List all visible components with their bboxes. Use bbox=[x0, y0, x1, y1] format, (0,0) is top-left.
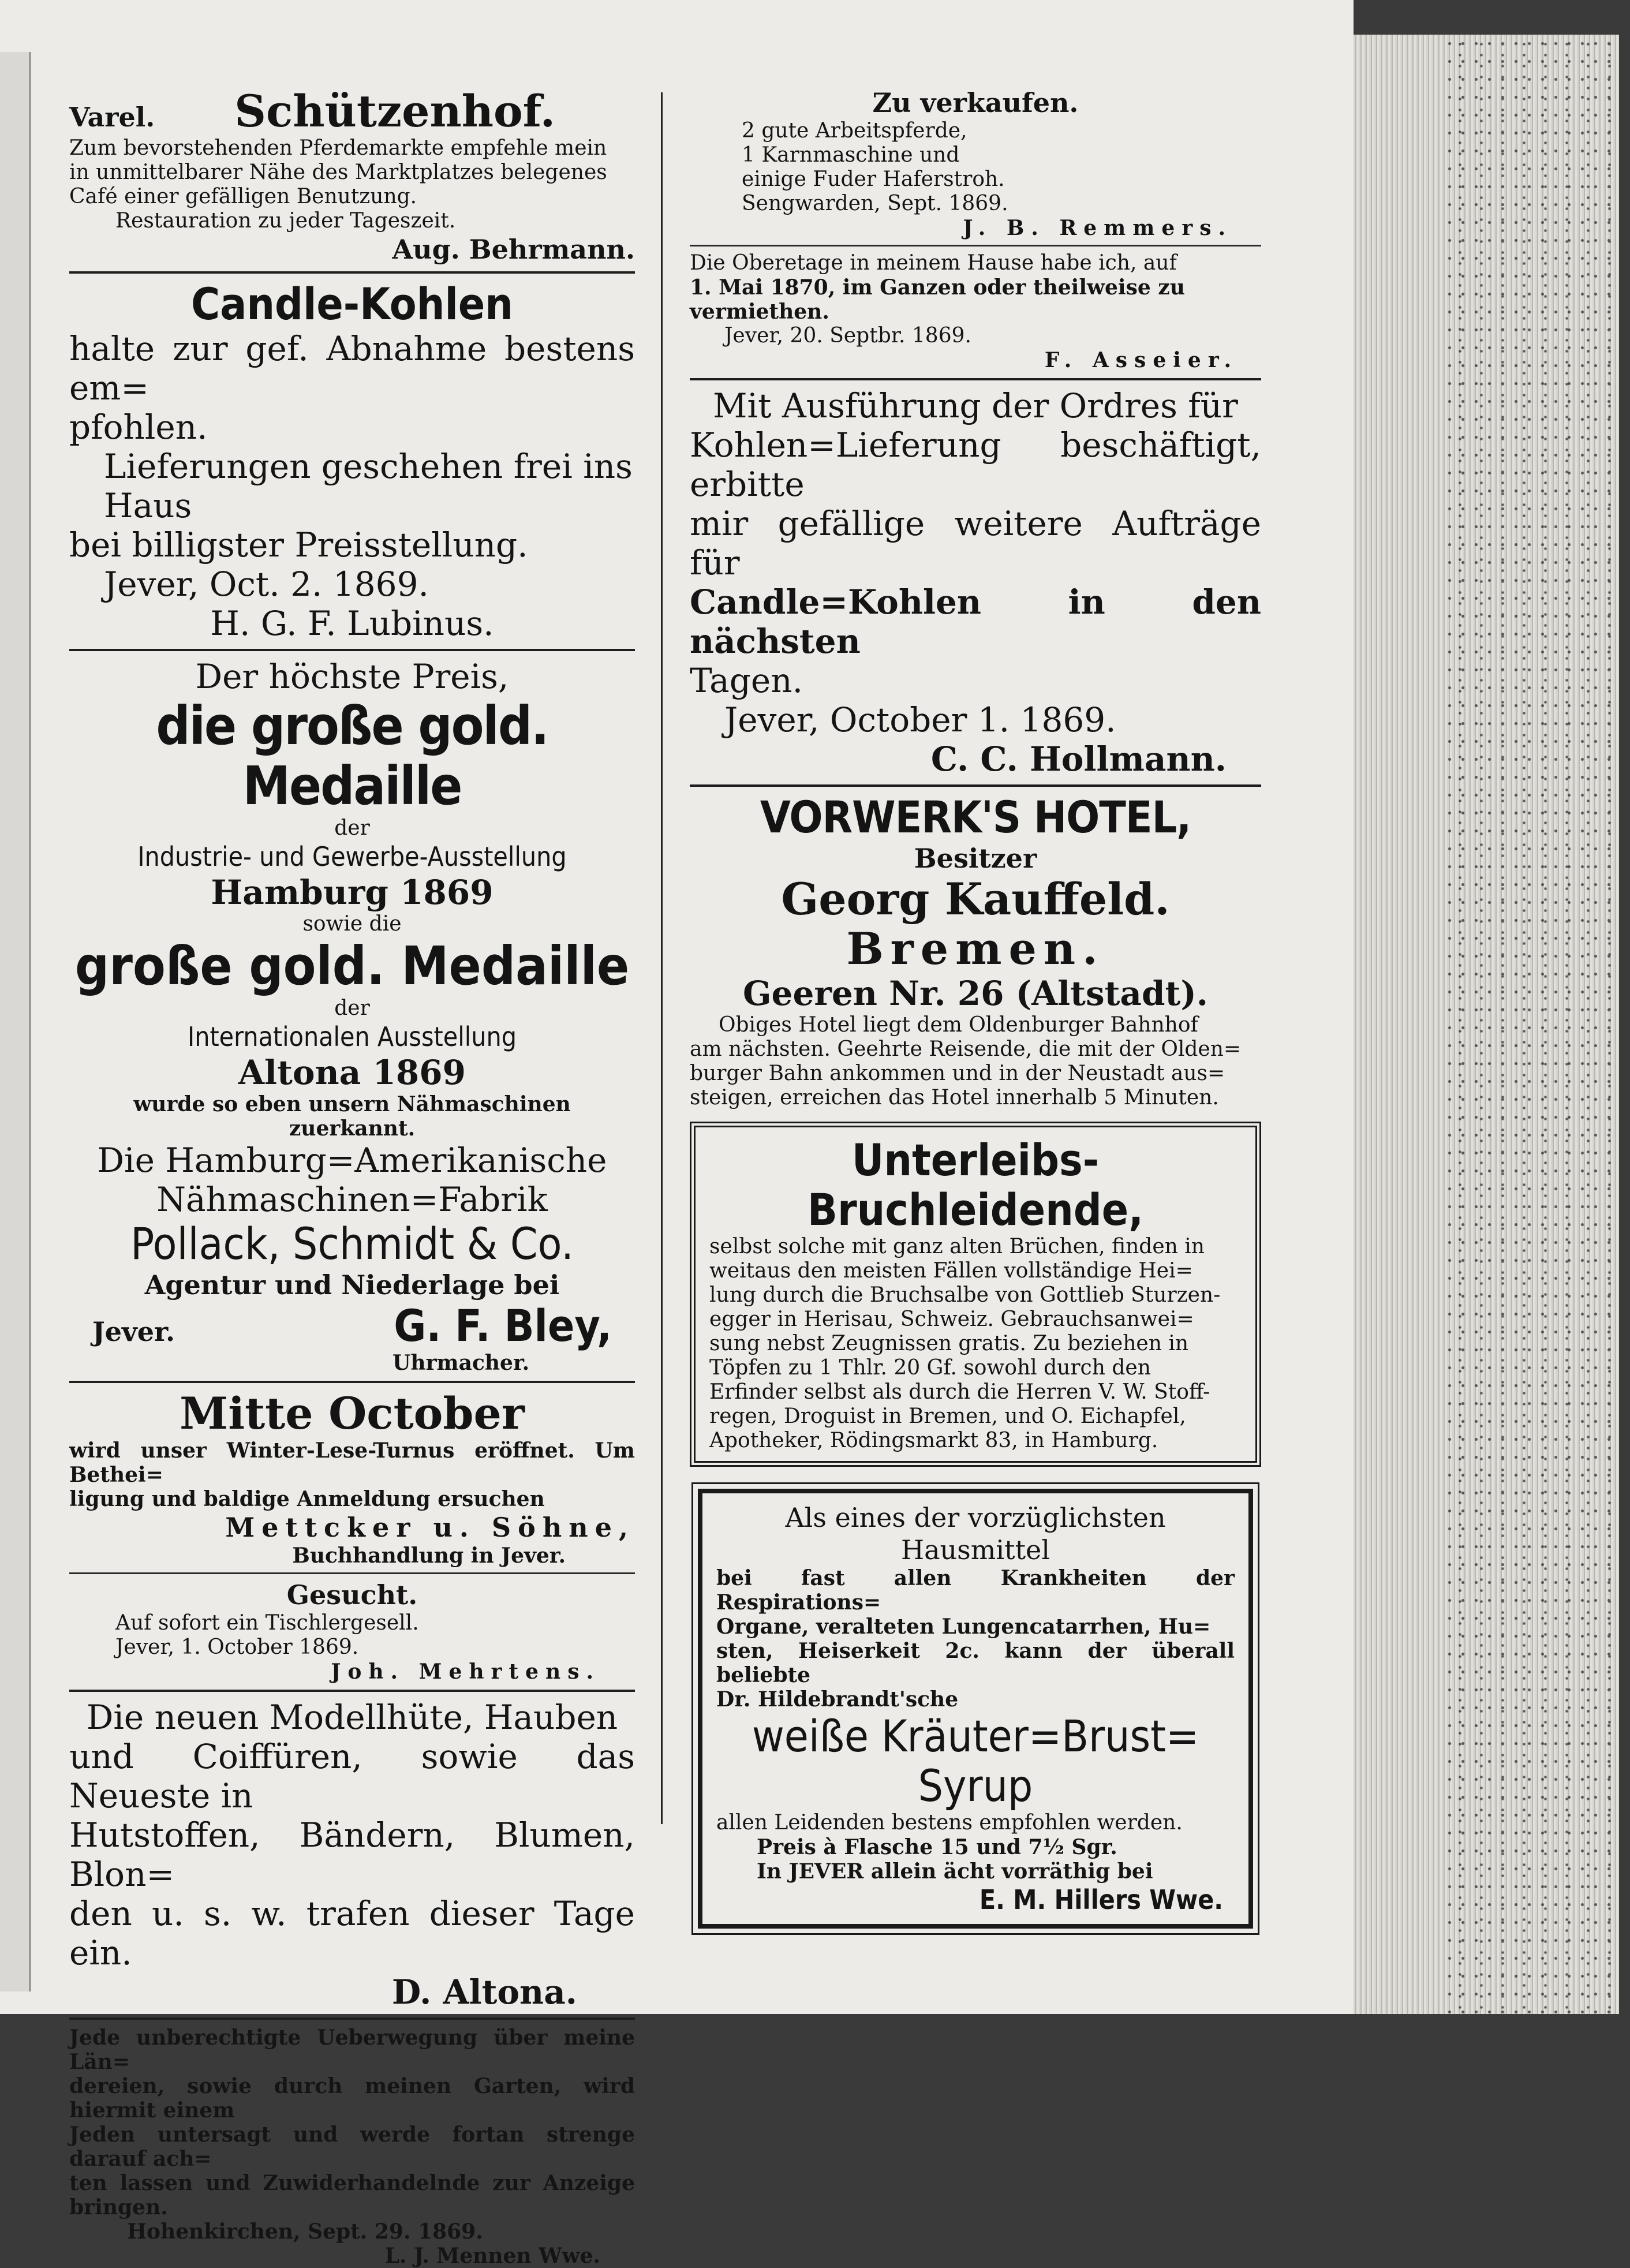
separator-rule bbox=[690, 378, 1261, 380]
ad-title: Zu verkaufen. bbox=[872, 87, 1079, 118]
ad-line: Hutstoffen, Bändern, Blumen, Blon= bbox=[69, 1815, 635, 1894]
ad-line: ligung und baldige Anmeldung ersuchen bbox=[69, 1487, 545, 1511]
ad-line: wurde so eben unsern Nähmaschinen zuerkannt. bbox=[133, 1092, 571, 1141]
ad-line: weitaus den meisten Fällen vollständige Hei= bbox=[709, 1259, 1193, 1283]
ad-line: Café einer gefälligen Benutzung. bbox=[69, 185, 417, 208]
ad-line: Obiges Hotel liegt dem Oldenburger Bahnhof bbox=[719, 1013, 1198, 1037]
ad-signature: Aug. Behrmann. bbox=[392, 234, 635, 265]
ad-line: In JEVER allein ächt vorräthig bei bbox=[757, 1859, 1153, 1884]
ad-line: Mit Ausführung der Ordres für bbox=[713, 386, 1238, 425]
ad-price: Preis à Flasche 15 und 7½ Sgr. bbox=[757, 1835, 1117, 1859]
ad-bruchleidende bbox=[690, 1122, 1261, 1467]
separator-rule bbox=[69, 1381, 635, 1383]
ad-line: Hamburg 1869 bbox=[211, 873, 494, 912]
ad-line: Der höchste Preis, bbox=[195, 657, 509, 696]
ad-line: der bbox=[334, 996, 370, 1020]
ad-signature: E. M. Hillers Wwe. bbox=[979, 1884, 1223, 1915]
ad-line: ten lassen und Zuwiderhandelnde zur Anzeige bringen. bbox=[69, 2171, 635, 2220]
ad-line: Apotheker, Rödingsmarkt 83, in Hamburg. bbox=[709, 1429, 1158, 1452]
ad-place: Jever. bbox=[92, 1316, 175, 1347]
ad-line: Tagen. bbox=[690, 661, 803, 700]
ad-line: Die Oberetage in meinem Hause habe ich, auf bbox=[690, 251, 1177, 275]
ad-kohlen-ordres bbox=[690, 386, 1261, 779]
separator-rule bbox=[69, 649, 635, 651]
ad-zu-verkaufen bbox=[690, 87, 1261, 240]
ad-line: Nähmaschinen=Fabrik bbox=[156, 1180, 548, 1219]
ad-title: Mitte October bbox=[180, 1388, 525, 1439]
ad-line: Jever, 1. October 1869. bbox=[115, 1635, 359, 1659]
ad-line: und Coiffüren, sowie das Neueste in bbox=[69, 1737, 635, 1815]
ad-line: Buchhandlung in Jever. bbox=[292, 1544, 566, 1568]
ad-modellhuete bbox=[69, 1698, 635, 2012]
ad-line: 2 gute Arbeitspferde, bbox=[742, 119, 967, 143]
ad-line: Organe, veralteten Lungencatarrhen, Hu= bbox=[716, 1615, 1211, 1639]
separator-rule bbox=[690, 245, 1261, 246]
ad-trade: Uhrmacher. bbox=[392, 1351, 530, 1375]
ad-title: Bruchleidende, bbox=[807, 1184, 1144, 1235]
ad-city: Bremen. bbox=[846, 923, 1105, 974]
ad-vorwerks-hotel bbox=[690, 793, 1261, 1110]
ad-line: wird unser Winter-Lese-Turnus eröffnet. Um Bethei= bbox=[69, 1438, 635, 1487]
ad-address: Geeren Nr. 26 (Altstadt). bbox=[743, 974, 1208, 1013]
book-edge-speckle bbox=[1443, 35, 1616, 2014]
ad-medaille bbox=[69, 657, 635, 1375]
ad-line: bei fast allen Krankheiten der Respirations= bbox=[716, 1566, 1235, 1615]
ad-line: Altona 1869 bbox=[238, 1053, 466, 1092]
ad-line: steigen, erreichen das Hotel innerhalb 5 Minuten. bbox=[690, 1086, 1219, 1109]
ad-title: Unterleibs- bbox=[851, 1134, 1100, 1186]
ad-signature: J. B. Remmers. bbox=[963, 216, 1232, 240]
ad-line: der bbox=[334, 816, 370, 840]
ad-place: Varel. bbox=[69, 102, 155, 133]
ad-line: sung nebst Zeugnissen gratis. Zu beziehen in bbox=[709, 1332, 1189, 1355]
ad-line: burger Bahn ankommen und in der Neustadt aus= bbox=[690, 1062, 1225, 1085]
ad-line: Auf sofort ein Tischlergesell. bbox=[115, 1611, 419, 1635]
ad-line: allen Leidenden bestens empfohlen werden. bbox=[716, 1811, 1183, 1834]
ad-title: Candle-Kohlen bbox=[191, 278, 513, 330]
previous-page-edge bbox=[0, 52, 31, 1991]
ad-line: Dr. Hildebrandt'sche bbox=[716, 1687, 959, 1712]
ad-signature: F. Asseier. bbox=[1044, 348, 1238, 372]
separator-rule bbox=[69, 2017, 635, 2020]
ad-name: Georg Kauffeld. bbox=[781, 873, 1170, 925]
ad-mitte-october bbox=[69, 1389, 635, 1568]
ad-company: Pollack, Schmidt & Co. bbox=[130, 1218, 574, 1269]
ad-line: Internationalen Ausstellung bbox=[188, 1021, 517, 1052]
ad-title: Schützenhof. bbox=[234, 85, 556, 137]
ad-line: regen, Droguist in Bremen, und O. Eichapfel, bbox=[709, 1404, 1186, 1428]
ad-line: Industrie- und Gewerbe-Ausstellung bbox=[137, 841, 567, 872]
ad-signature: L. J. Mennen Wwe. bbox=[384, 2244, 600, 2268]
ad-signature: C. C. Hollmann. bbox=[930, 739, 1227, 779]
ad-product: Syrup bbox=[918, 1760, 1033, 1811]
ad-line: den u. s. w. trafen dieser Tage ein. bbox=[69, 1894, 635, 1972]
ad-kraeuter-syrup bbox=[698, 1489, 1253, 1929]
ad-line: Zum bevorstehenden Pferdemarkte empfehle mein bbox=[69, 136, 607, 160]
separator-rule bbox=[69, 271, 635, 274]
column-divider bbox=[661, 92, 663, 1824]
separator-rule bbox=[69, 1690, 635, 1692]
ad-line: einige Fuder Haferstroh. bbox=[742, 167, 1005, 191]
ad-signature: Joh. Mehrtens. bbox=[331, 1660, 600, 1684]
left-column bbox=[69, 87, 635, 2268]
ad-headline: die große gold. Medaille bbox=[156, 695, 548, 817]
ad-date: Hohenkirchen, Sept. 29. 1869. bbox=[127, 2220, 483, 2244]
ad-signature: G. F. Bley, bbox=[394, 1300, 612, 1351]
ad-line: Besitzer bbox=[914, 843, 1037, 874]
ad-line: Candle=Kohlen in den nächsten bbox=[690, 582, 1261, 661]
ad-line: Kohlen=Lieferung beschäftigt, erbitte bbox=[690, 425, 1261, 504]
ad-line: Hausmittel bbox=[900, 1534, 1050, 1565]
ad-line: lung durch die Bruchsalbe von Gottlieb Sturzen- bbox=[709, 1283, 1221, 1307]
ad-date: Jever, October 1. 1869. bbox=[724, 700, 1116, 739]
ad-line: Lieferungen geschehen frei ins Haus bbox=[104, 447, 633, 525]
separator-rule bbox=[69, 1572, 635, 1574]
ad-signature: H. G. F. Lubinus. bbox=[210, 604, 494, 643]
ad-line: Als eines der vorzüglichsten bbox=[785, 1502, 1166, 1533]
ad-signature: Mettcker u. Söhne, bbox=[225, 1512, 635, 1543]
ad-line: 1 Karnmaschine und bbox=[742, 143, 960, 167]
ad-line: Jede unberechtigte Ueberwegung über meine Län= bbox=[69, 2026, 635, 2074]
ad-schuetzenhof bbox=[69, 87, 635, 266]
ad-title: VORWERK'S HOTEL, bbox=[760, 791, 1191, 843]
ad-line: sten, Heiserkeit 2c. kann der überall beliebte bbox=[716, 1639, 1235, 1687]
ad-line: Restauration zu jeder Tageszeit. bbox=[115, 209, 456, 233]
ad-line: 1. Mai 1870, im Ganzen oder theilweise zu vermiethen. bbox=[690, 275, 1185, 324]
ad-product: weiße Kräuter=Brust= bbox=[752, 1710, 1199, 1762]
ad-warnung bbox=[69, 2026, 635, 2268]
ad-line: pfohlen. bbox=[69, 408, 208, 447]
ad-line: mir gefällige weitere Aufträge für bbox=[690, 504, 1261, 582]
ad-candle-kohlen bbox=[69, 279, 635, 643]
ad-signature: D. Altona. bbox=[391, 1972, 577, 2012]
ad-title: Gesucht. bbox=[286, 1579, 418, 1611]
ad-line: sowie die bbox=[302, 912, 402, 936]
ad-line: Töpfen zu 1 Thlr. 20 Gf. sowohl durch den bbox=[709, 1356, 1151, 1380]
ad-line: am nächsten. Geehrte Reisende, die mit der Olden= bbox=[690, 1037, 1242, 1061]
ad-oberetage bbox=[690, 251, 1261, 372]
ad-line: egger in Herisau, Schweiz. Gebrauchsanwei= bbox=[709, 1307, 1194, 1331]
ad-line: Die neuen Modellhüte, Hauben bbox=[86, 1698, 618, 1737]
ad-headline: große gold. Medaille bbox=[74, 935, 630, 997]
ad-date: Jever, Oct. 2. 1869. bbox=[104, 565, 429, 604]
ad-line: Agentur und Niederlage bei bbox=[144, 1269, 560, 1301]
ad-line: Jeden untersagt und werde fortan strenge darauf ach= bbox=[69, 2123, 635, 2171]
ad-line: dereien, sowie durch meinen Garten, wird hiermit einem bbox=[69, 2074, 635, 2123]
ad-line: in unmittelbarer Nähe des Marktplatzes belegenes bbox=[69, 160, 607, 184]
ad-gesucht bbox=[69, 1579, 635, 1684]
ad-line: selbst solche mit ganz alten Brüchen, finden in bbox=[709, 1235, 1205, 1258]
ad-line: bei billigster Preisstellung. bbox=[69, 525, 528, 565]
ad-line: Erfinder selbst als durch die Herren V. W. Stoff- bbox=[709, 1380, 1210, 1404]
ad-line: Sengwarden, Sept. 1869. bbox=[742, 192, 1008, 215]
ad-line: Die Hamburg=Amerikanische bbox=[97, 1141, 607, 1180]
separator-rule bbox=[690, 784, 1261, 787]
ad-line: halte zur gef. Abnahme bestens em= bbox=[69, 329, 635, 408]
right-column bbox=[690, 87, 1261, 1951]
ad-date: Jever, 20. Septbr. 1869. bbox=[724, 324, 971, 348]
